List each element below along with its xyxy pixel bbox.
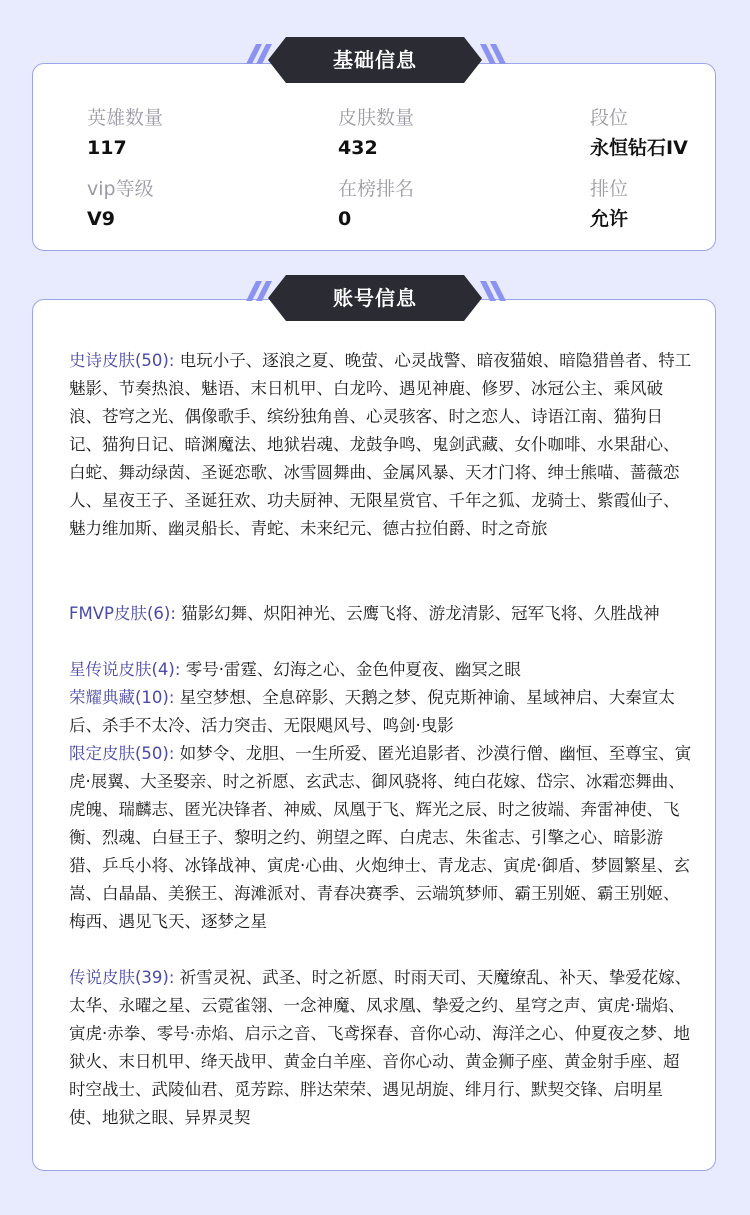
basic-info-card <box>32 63 716 251</box>
stat-label: 排位 <box>590 178 629 200</box>
stat-value: 117 <box>87 137 127 159</box>
stat-rank-tier <box>590 106 688 160</box>
section-items: 星空梦想、全息碎影、天鹅之梦、倪克斯神谕、星域神启、大秦宣太后、杀手不太冷、活力突击、无限飓风号、鸣剑·曳影 <box>69 688 675 735</box>
section-title: 账号信息 <box>333 286 417 310</box>
section-title: 基础信息 <box>333 48 417 72</box>
stat-value: 永恒钻石IV <box>590 137 688 159</box>
stat-value: 432 <box>338 137 378 159</box>
section-fmvp-skins <box>69 600 694 628</box>
section-banner-account <box>268 275 482 321</box>
section-items: 电玩小子、逐浪之夏、晚萤、心灵战警、暗夜猫娘、暗隐猎兽者、特工魅影、节奏热浪、魅语、末日机甲、白龙吟、遇见神鹿、修罗、冰冠公主、乘风破浪、苍穹之光、偶像歌手、缤纷独角兽、心灵骇客、时之恋人、诗语江南、猫狗日记、猫狗日记、暗渊魔法、地狱岩魂、龙鼓争鸣、鬼剑武藏、女仆咖啡、水果甜心、白蛇、舞动绿茵、圣诞恋歌、冰雪圆舞曲、金属风暴、天才门将、绅士熊喵、蔷薇恋人、星夜王子、圣诞狂欢、功夫厨神、无限星赏官、千年之狐、龙骑士、紫霞仙子、魅力维加斯、幽灵船长、青蛇、未来纪元、德古拉伯爵、时之奇旅 <box>69 351 692 538</box>
stat-value: V9 <box>87 208 115 230</box>
stat-hero-count <box>87 106 163 160</box>
section-label: 传说皮肤(39): <box>69 968 175 987</box>
stat-value: 0 <box>338 208 352 230</box>
stat-label: 段位 <box>590 107 629 129</box>
stat-label: 在榜排名 <box>338 178 415 200</box>
section-items: 如梦令、龙胆、一生所爱、匿光追影者、沙漠行僧、幽恒、至尊宝、寅虎·展翼、大圣娶亲、时之祈愿、玄武志、御风骁将、纯白花嫁、岱宗、冰霜恋舞曲、虎魄、瑞麟志、匿光决锋者、神威、凤凰于飞、辉光之辰、时之彼端、奔雷神使、飞衡、烈魂、白昼王子、黎明之约、朔望之晖、白虎志、朱雀志、引擎之心、暗影游猎、乒乓小将、冰锋战神、寅虎·心曲、火炮绅士、青龙志、寅虎·御盾、梦圆繁星、玄嵩、白晶晶、美猴王、海滩派对、青春决赛季、云端筑梦师、霸王别姬、霸王别姬、梅西、遇见飞天、逐梦之星 <box>69 744 692 931</box>
stat-label: 皮肤数量 <box>338 107 415 129</box>
stat-leaderboard-rank <box>338 177 414 231</box>
section-items: 零号·雷霆、幻海之心、金色仲夏夜、幽冥之眼 <box>185 660 521 679</box>
stat-skin-count <box>338 106 414 160</box>
section-banner-basic <box>268 37 482 83</box>
section-label: 限定皮肤(50): <box>69 744 175 763</box>
section-items: 祈雪灵祝、武圣、时之祈愿、时雨天司、天魔缭乱、补天、挚爱花嫁、太华、永曜之星、云霓雀翎、一念神魔、凤求凰、挚爱之约、星穹之声、寅虎·瑞焰、寅虎·赤拳、零号·赤焰、启示之音、飞鸢探春、音你心动、海洋之心、仲夏夜之梦、地狱火、末日机甲、绛天战甲、黄金白羊座、音你心动、黄金狮子座、黄金射手座、超时空战士、武陵仙君、觅芳踪、胖达荣荣、遇见胡旋、绯月行、默契交锋、启明星使、地狱之眼、异界灵契 <box>69 968 692 1127</box>
section-label: 星传说皮肤(4): <box>69 660 181 679</box>
section-items: 猫影幻舞、炽阳神光、云鹰飞将、游龙清影、冠军飞将、久胜战神 <box>181 604 660 623</box>
section-star-legend-skins <box>69 656 694 684</box>
stat-label: 英雄数量 <box>87 107 164 129</box>
section-limited-skins <box>69 740 694 936</box>
stat-value: 允许 <box>590 208 629 230</box>
section-label: 史诗皮肤(50): <box>69 351 175 370</box>
stat-vip-level <box>87 177 154 231</box>
section-glory-collection <box>69 684 694 740</box>
section-label: FMVP皮肤(6): <box>69 604 176 623</box>
section-legend-skins <box>69 964 694 1132</box>
stat-label: vip等级 <box>87 178 154 200</box>
stat-ranked-mode <box>590 177 628 231</box>
section-epic-skins <box>69 347 694 543</box>
section-label: 荣耀典藏(10): <box>69 688 175 707</box>
